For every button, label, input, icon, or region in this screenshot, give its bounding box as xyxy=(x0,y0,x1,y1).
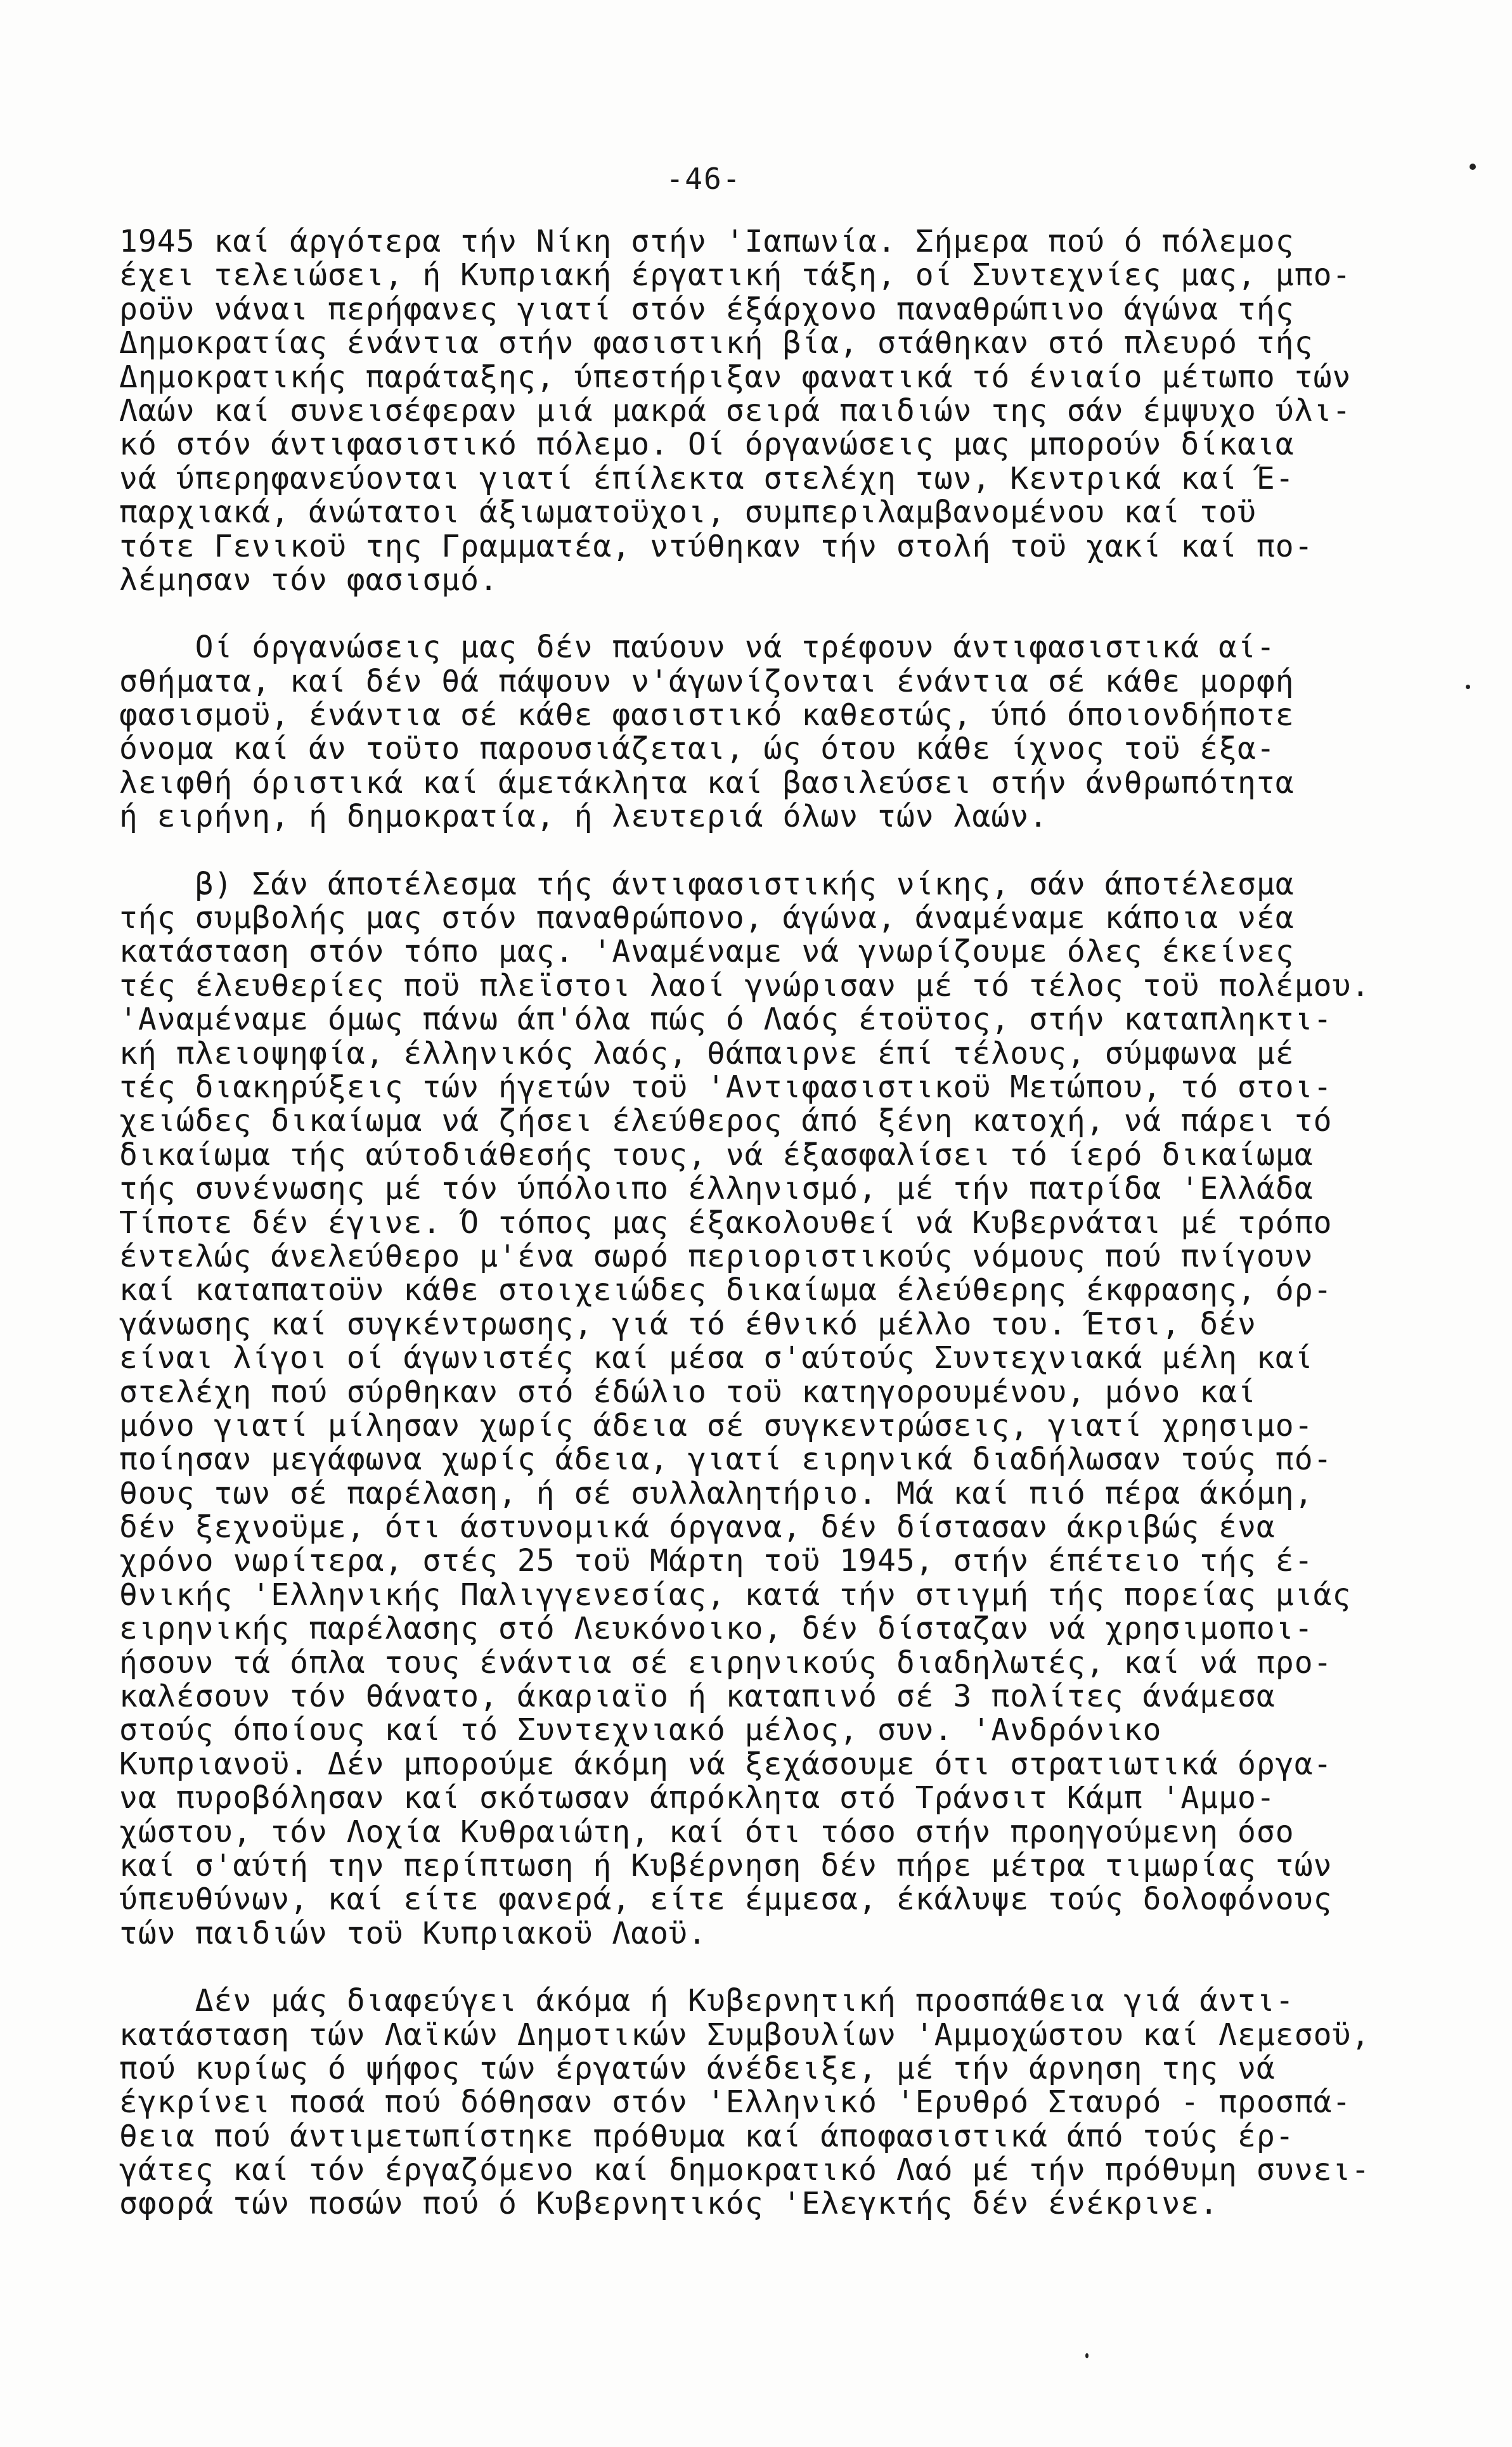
text-line: έγκρίνει ποσά πού δόθησαν στόν 'Ελληνικό 'Ερυθρό Σταυρό - προσπά- xyxy=(119,2084,1352,2121)
text-line: θνικής 'Ελληνικής Παλιγγενεσίας, κατά τήν στιγμή τής πορείας μιάς xyxy=(119,1577,1352,1613)
text-line: στελέχη πού σύρθηκαν στό έδώλιο τοϋ κατηγορουμένου, μόνο καί xyxy=(119,1374,1257,1410)
text-line: ποίησαν μεγάφωνα χωρίς άδεια, γιατί ειρηνικά διαδήλωσαν τούς πό- xyxy=(119,1442,1333,1478)
text-line: τής συμβολής μας στόν παναθρώπονο, άγώνα, άναμέναμε κάποια νέα xyxy=(119,900,1295,936)
text-line: κό στόν άντιφασιστικό πόλεμο. Οί όργανώσεις μας μπορούν δίκαια xyxy=(119,427,1295,463)
text-line: Δέν μάς διαφεύγει άκόμα ή Κυβερνητική προσπάθεια γιά άντι- xyxy=(119,1983,1295,2019)
text-line: Οί όργανώσεις μας δέν παύουν νά τρέφουν άντιφασιστικά αί- xyxy=(119,630,1276,666)
text-line: Δημοκρατικής παράταξης, ύπεστήριξαν φανατικά τό ένιαίο μέτωπο τών xyxy=(119,359,1352,395)
paragraph-government-effort xyxy=(119,1984,1438,2221)
text-line: τής συνένωσης μέ τόν ύπόλοιπο έλληνισμό, μέ τήν πατρίδα 'Ελλάδα xyxy=(119,1171,1314,1207)
text-line: είναι λίγοι οί άγωνιστές καί μέσα σ'αύτούς Συντεχνιακά μέλη καί xyxy=(119,1340,1314,1376)
text-line: ειρηνικής παρέλασης στό Λευκόνοικο, δέν δίσταζαν νά χρησιμοποι- xyxy=(119,1611,1314,1647)
text-line: γάτες καί τόν έργαζόμενο καί δημοκρατικό Λαό μέ τήν πρόθυμη συνει- xyxy=(119,2152,1371,2188)
scan-speck xyxy=(1470,164,1476,170)
text-line: παρχιακά, άνώτατοι άξιωματοϋχοι, συμπεριλαμβανομένου καί τοϋ xyxy=(119,494,1257,531)
text-line: μόνο γιατί μίλησαν χωρίς άδεια σέ συγκεντρώσεις, γιατί χρησιμο- xyxy=(119,1407,1314,1443)
text-line: θους των σέ παρέλαση, ή σέ συλλαλητήριο. Μά καί πιό πέρα άκόμη, xyxy=(119,1475,1314,1511)
text-line: 1945 καί άργότερα τήν Νίκη στήν 'Ιαπωνία. Σήμερα πού ό πόλεμος xyxy=(119,224,1295,259)
scan-speck xyxy=(1085,2353,1089,2358)
paragraph-antifascist-sentiment xyxy=(119,631,1438,834)
text-line: όνομα καί άν τοϋτο παρουσιάζεται, ώς ότου κάθε ίχνος τοϋ έξα- xyxy=(119,731,1276,767)
text-line: σφορά τών ποσών πού ό Κυβερνητικός 'Ελεγκτής δέν ένέκρινε. xyxy=(119,2186,1219,2222)
text-line: λέμησαν τόν φασισμό. xyxy=(119,562,498,598)
text-line: τές διακηρύξεις τών ήγετών τοϋ 'Αντιφασιστικοϋ Μετώπου, τό στοι- xyxy=(119,1069,1333,1105)
text-line: χειώδες δικαίωμα νά ζήσει έλεύθερος άπό ξένη κατοχή, νά πάρει τό xyxy=(119,1103,1333,1139)
text-line: καί σ'αύτή την περίπτωση ή Κυβέρνηση δέν πήρε μέτρα τιμωρίας τών xyxy=(119,1847,1333,1883)
scan-speck xyxy=(1466,685,1470,689)
text-line: β) Σάν άποτέλεσμα τής άντιφασιστικής νίκης, σάν άποτέλεσμα xyxy=(119,866,1295,902)
text-line: τότε Γενικοϋ της Γραμματέα, ντύθηκαν τήν στολή τοϋ χακί καί πο- xyxy=(119,528,1314,564)
text-line: δικαίωμα τής αύτοδιάθεσής τους, νά έξασφαλίσει τό ίερό δικαίωμα xyxy=(119,1137,1314,1173)
text-line: ήσουν τά όπλα τους ένάντια σέ ειρηνικούς διαδηλωτές, καί νά προ- xyxy=(119,1644,1333,1681)
text-line: καλέσουν τόν θάνατο, άκαριαϊο ή καταπινό σέ 3 πολίτες άνάμεσα xyxy=(119,1679,1276,1715)
text-line: καί καταπατοϋν κάθε στοιχειώδες δικαίωμα έλεύθερης έκφρασης, όρ- xyxy=(119,1272,1333,1308)
text-line: κατάσταση τών Λαϊκών Δημοτικών Συμβουλίων 'Αμμοχώστου καί Λεμεσοϋ, xyxy=(119,2017,1371,2053)
page-number: -46- xyxy=(666,162,742,196)
text-line: νά ύπερηφανεύονται γιατί έπίλεκτα στελέχη των, Κεντρικά καί Έ- xyxy=(119,460,1295,496)
text-line: δέν ξεχνοϋμε, ότι άστυνομικά όργανα, δέν δίστασαν άκριβώς ένα xyxy=(119,1509,1276,1546)
text-line: 'Αναμέναμε όμως πάνω άπ'όλα πώς ό Λαός έτοϋτος, στήν καταπληκτι- xyxy=(119,1002,1333,1038)
paragraph-section-b xyxy=(119,868,1438,1951)
document-body xyxy=(119,225,1438,2221)
text-line: έχει τελειώσει, ή Κυπριακή έργατική τάξη, οί Συντεχνίες μας, μπο- xyxy=(119,257,1352,294)
paragraph-1945-victory xyxy=(119,225,1438,597)
text-line: Κυπριανοϋ. Δέν μπορούμε άκόμη νά ξεχάσουμε ότι στρατιωτικά όργα- xyxy=(119,1746,1333,1782)
text-line: φασισμοϋ, ένάντια σέ κάθε φασιστικό καθεστώς, ύπό όποιονδήποτε xyxy=(119,697,1295,733)
text-line: λειφθή όριστικά καί άμετάκλητα καί βασιλεύσει στήν άνθρωπότητα xyxy=(119,765,1295,801)
text-line: κή πλειοψηφία, έλληνικός λαός, θάπαιρνε έπί τέλους, σύμφωνα μέ xyxy=(119,1035,1295,1071)
text-line: τών παιδιών τοϋ Κυπριακοϋ Λαοϋ. xyxy=(119,1915,707,1951)
text-line: γάνωσης καί συγκέντρωσης, γιά τό έθνικό μέλλο του. Έτσι, δέν xyxy=(119,1306,1257,1342)
text-line: Δημοκρατίας ένάντια στήν φασιστική βία, στάθηκαν στό πλευρό τής xyxy=(119,325,1314,361)
text-line: ροϋν νάναι περήφανες γιατί στόν έξάρχονο παναθρώπινο άγώνα τής xyxy=(119,291,1295,327)
text-line: Τίποτε δέν έγινε. Ό τόπος μας έξακολουθεί νά Κυβερνάται μέ τρόπο xyxy=(119,1204,1333,1241)
text-line: στούς όποίους καί τό Συντεχνιακό μέλος, συν. 'Ανδρόνικο xyxy=(119,1712,1162,1748)
text-line: να πυροβόλησαν καί σκότωσαν άπρόκλητα στό Τράνσιτ Κάμπ 'Αμμο- xyxy=(119,1780,1276,1816)
text-line: χρόνο νωρίτερα, στές 25 τοϋ Μάρτη τοϋ 1945, στήν έπέτειο τής έ- xyxy=(119,1543,1314,1579)
text-line: πού κυρίως ό ψήφος τών έργατών άνέδειξε, μέ τήν άρνηση της νά xyxy=(119,2050,1276,2086)
text-line: Λαών καί συνεισέφεραν μιά μακρά σειρά παιδιών της σάν έμψυχο ύλι- xyxy=(119,392,1352,429)
text-line: τές έλευθερίες ποϋ πλεϊστοι λαοί γνώρισαν μέ τό τέλος τοϋ πολέμου. xyxy=(119,967,1371,1004)
text-line: κατάσταση στόν τόπο μας. 'Αναμέναμε νά γνωρίζουμε όλες έκείνες xyxy=(119,934,1295,970)
text-line: ή ειρήνη, ή δημοκρατία, ή λευτεριά όλων τών λαών. xyxy=(119,799,1049,835)
text-line: ύπευθύνων, καί είτε φανερά, είτε έμμεσα, έκάλυψε τούς δολοφόνους xyxy=(119,1882,1333,1918)
text-line: χώστου, τόν Λοχία Κυθραιώτη, καί ότι τόσο στήν προηγούμενη όσο xyxy=(119,1814,1295,1850)
text-line: έντελώς άνελεύθερο μ'ένα σωρό περιοριστικούς νόμους πού πνίγουν xyxy=(119,1238,1314,1274)
text-line: σθήματα, καί δέν θά πάψουν ν'άγωνίζονται ένάντια σέ κάθε μορφή xyxy=(119,663,1295,699)
text-line: θεια πού άντιμετωπίστηκε πρόθυμα καί άποφασιστικά άπό τούς έρ- xyxy=(119,2118,1295,2154)
